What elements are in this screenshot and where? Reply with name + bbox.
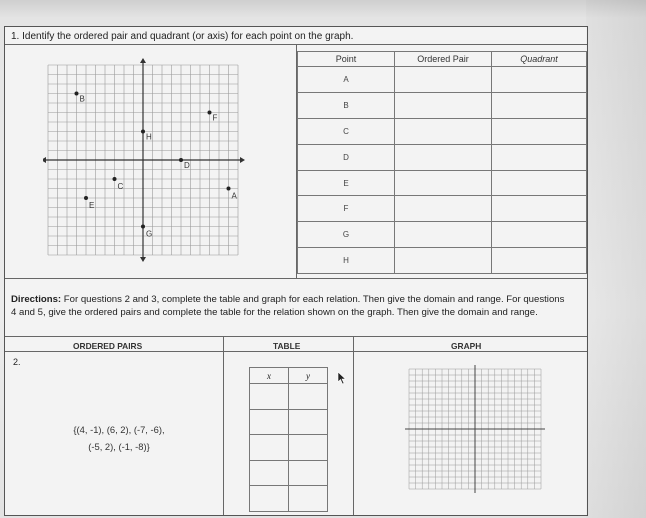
- x-cell[interactable]: [250, 435, 289, 461]
- graph-point: [227, 187, 231, 191]
- point-label: B: [298, 92, 395, 118]
- x-cell[interactable]: [250, 384, 289, 410]
- ordered-pair-cell[interactable]: [395, 67, 492, 93]
- point-label: E: [298, 170, 395, 196]
- ordered-pairs-set: [29, 421, 209, 455]
- quadrant-cell[interactable]: [492, 248, 587, 274]
- worksheet: [4, 26, 588, 516]
- header-graph: GRAPH: [451, 341, 482, 351]
- graph-point-label: F: [212, 113, 218, 123]
- xy-table: [249, 367, 328, 512]
- y-cell[interactable]: [289, 460, 328, 486]
- y-cell[interactable]: [289, 384, 328, 410]
- table-row: [250, 460, 328, 486]
- table-row: [298, 196, 587, 222]
- ordered-pair-cell[interactable]: [395, 248, 492, 274]
- header-x: x: [250, 368, 289, 384]
- quadrant-cell[interactable]: [492, 92, 587, 118]
- graph-point: [75, 92, 79, 96]
- header-point: Point: [298, 52, 395, 67]
- point-label: D: [298, 144, 395, 170]
- graph-point-label: C: [117, 182, 124, 191]
- quadrant-cell[interactable]: [492, 170, 587, 196]
- ordered-pair-cell[interactable]: [395, 170, 492, 196]
- directions-body: For questions 2 and 3, complete the table and graph for each relation. Then give the domain and range. For questions 4 and 5, give the ordered pairs and complete the table for the relation shown on the graph. Then give the domain and range.: [11, 294, 565, 318]
- y-cell[interactable]: [289, 409, 328, 435]
- table-row: [298, 144, 587, 170]
- divider: [5, 336, 587, 337]
- graph-point-label: D: [184, 161, 190, 170]
- table-row: [298, 222, 587, 248]
- point-label: H: [298, 248, 395, 274]
- quadrant-cell[interactable]: [492, 144, 587, 170]
- directions-text: [11, 293, 571, 319]
- quadrant-cell[interactable]: [492, 118, 587, 144]
- point-label: F: [298, 196, 395, 222]
- point-label: C: [298, 118, 395, 144]
- quadrant-cell[interactable]: [492, 67, 587, 93]
- x-cell[interactable]: [250, 409, 289, 435]
- header-ordered-pairs: ORDERED PAIRS: [73, 341, 143, 351]
- table-row: [250, 409, 328, 435]
- ordered-pair-cell[interactable]: [395, 144, 492, 170]
- quadrant-cell[interactable]: [492, 196, 587, 222]
- ordered-pair-cell[interactable]: [395, 92, 492, 118]
- table-row: [250, 435, 328, 461]
- ordered-pair-cell[interactable]: [395, 118, 492, 144]
- mouse-cursor-icon: [337, 371, 347, 385]
- graph-point-label: B: [79, 94, 85, 104]
- graph-point-label: A: [231, 191, 237, 201]
- divider: [223, 336, 224, 515]
- ordered-pair-cell[interactable]: [395, 196, 492, 222]
- question-1-title: 1. Identify the ordered pair and quadrant (or axis) for each point on the graph.: [11, 31, 354, 42]
- table-row: [298, 118, 587, 144]
- table-row: [298, 67, 587, 93]
- graph-point: [141, 225, 145, 229]
- arrow-up-icon: [140, 58, 146, 63]
- arrow-down-icon: [140, 257, 146, 262]
- divider: [353, 336, 354, 515]
- quadrant-cell[interactable]: [492, 222, 587, 248]
- x-cell[interactable]: [250, 460, 289, 486]
- pairs-line: {(4, -1), (6, 2), (-7, -6),: [73, 424, 165, 435]
- table-row: [250, 384, 328, 410]
- graph-point-label: E: [89, 201, 95, 210]
- graph-point: [179, 158, 183, 162]
- ordered-pair-cell[interactable]: [395, 222, 492, 248]
- divider: [5, 351, 587, 352]
- y-cell[interactable]: [289, 435, 328, 461]
- graph-point: [84, 196, 88, 200]
- graph-point: [208, 111, 212, 115]
- coordinate-graph-q1: [43, 57, 253, 265]
- table-row: [250, 486, 328, 512]
- table-row: [298, 170, 587, 196]
- question-2-number: 2.: [13, 357, 21, 367]
- header-ordered-pair: Ordered Pair: [395, 52, 492, 67]
- point-label: A: [298, 67, 395, 93]
- graph-point-label: H: [146, 132, 152, 142]
- photo-edge-shadow: [586, 0, 646, 518]
- header-table: TABLE: [273, 341, 301, 351]
- graph-point: [141, 130, 145, 134]
- table-row: [298, 248, 587, 274]
- header-y: y: [289, 368, 328, 384]
- graph-point-label: G: [146, 229, 153, 239]
- x-cell[interactable]: [250, 486, 289, 512]
- points-table: [297, 51, 587, 274]
- coordinate-graph-q2[interactable]: [401, 363, 549, 495]
- directions-label: Directions:: [11, 294, 62, 305]
- header-quadrant: Quadrant: [492, 52, 587, 67]
- table-row: [298, 92, 587, 118]
- divider: [5, 278, 587, 279]
- arrow-right-icon: [240, 157, 245, 163]
- pairs-line: (-5, 2), (-1, -8)}: [88, 441, 150, 452]
- point-label: G: [298, 222, 395, 248]
- y-cell[interactable]: [289, 486, 328, 512]
- graph-point: [113, 177, 117, 181]
- arrow-left-icon: [43, 157, 46, 163]
